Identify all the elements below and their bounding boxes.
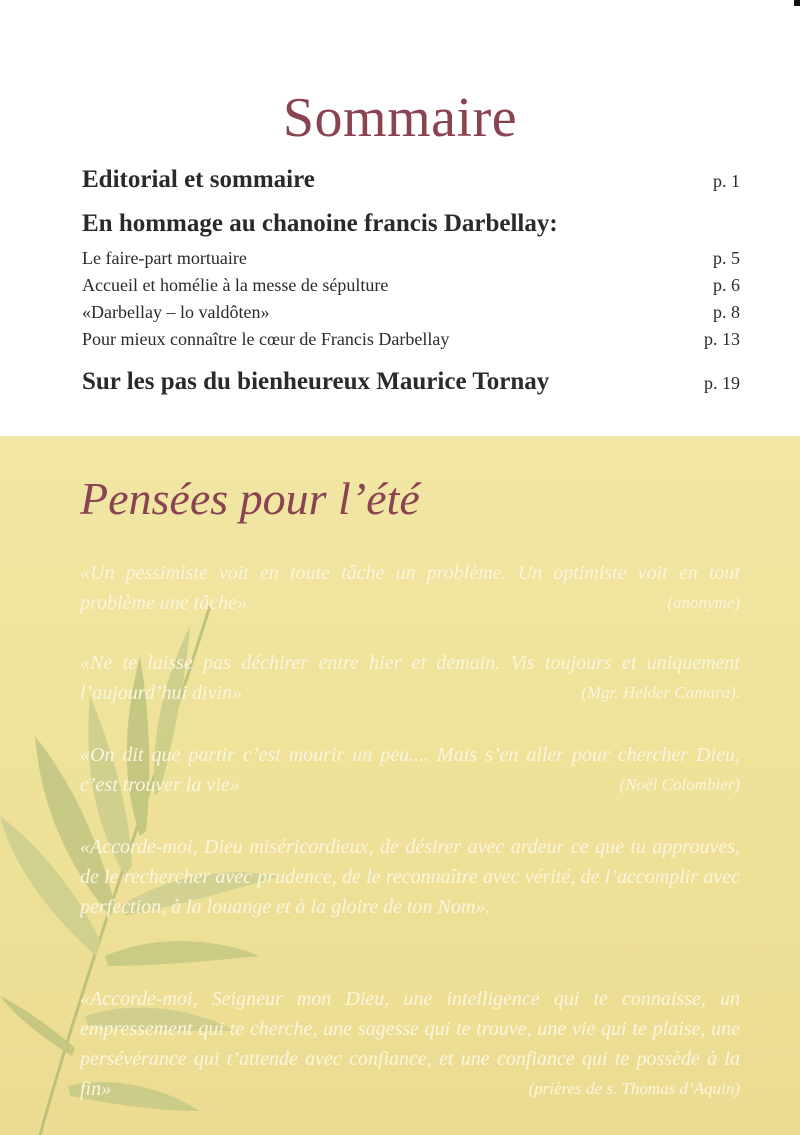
toc-entry-page: p. 13 [704,329,740,349]
toc-entry-valdoten[interactable] [82,302,740,323]
toc-entry-editorial[interactable] [82,166,740,194]
quote-item [80,648,740,708]
quote-item [80,740,740,800]
toc-entry-label: «Darbellay – lo valdôten» [82,302,270,322]
toc-entry-label: Le faire-part mortuaire [82,248,247,268]
quote-text: «On dit que partir c’est mourir un peu.... Mais s’en aller pour chercher Dieu, c’est trouver la vie» [80,744,740,796]
toc-section-heading: En hommage au chanoine francis Darbellay: [82,210,558,237]
quote-attribution: (Mgr. Helder Camara). [581,683,740,702]
toc-entry-label: Sur les pas du bienheureux Maurice Tornay [82,368,550,395]
toc-title: Sommaire [282,87,518,149]
toc-entry-label: Editorial et sommaire [82,166,315,193]
toc-entry-page: p. 5 [713,248,740,268]
quote-text: «Accorde-moi, Seigneur mon Dieu, une intelligence qui te connaisse, un empressement qui te cherche, une sagesse qui te trouve, une vie qui te plaise, une persévérance qui t’attende avec confiance, et une confiance qui te possède à la fin» [80,988,740,1100]
table-of-contents [0,0,800,436]
quote-attribution: (Noël Colombier) [619,775,740,794]
toc-entry-faire-part[interactable] [82,248,740,269]
toc-entry-label: Pour mieux connaître le cœur de Francis Darbellay [82,329,450,349]
summer-thoughts-panel [0,436,800,1135]
quote-text: «Accorde-moi, Dieu miséricordieux, de désirer avec ardeur ce que tu approuves, de le rechercher avec prudence, de le reconnaître avec vérité, de l’accomplir avec perfection, à la louange et à la gloire de ton Nom». [80,836,740,918]
toc-entry-label: Accueil et homélie à la messe de sépulture [82,275,389,295]
toc-entry-page: p. 6 [713,275,740,295]
toc-entry-page: p. 8 [713,302,740,322]
quote-item [80,558,740,618]
quote-text: «Ne te laisse pas déchirer entre hier et demain. Vis toujours et uniquement l’aujourd’hui divin» [80,652,740,704]
quote-attribution: (prières de s. Thomas d’Aquin) [528,1079,740,1098]
quote-item [80,832,740,922]
toc-entry-page: p. 1 [713,171,740,191]
quote-item [80,984,740,1104]
toc-entry-page: p. 19 [704,373,740,393]
toc-entry-coeur[interactable] [82,329,740,350]
quote-attribution: (anonyme) [667,593,740,612]
thoughts-title: Pensées pour l’été [80,473,420,524]
quote-text: «Un pessimiste voit en toute tâche un problème. Un optimiste voit en tout problème une tâche» [80,562,740,614]
toc-entry-homelie[interactable] [82,275,740,296]
toc-entry-tornay[interactable] [82,368,740,396]
